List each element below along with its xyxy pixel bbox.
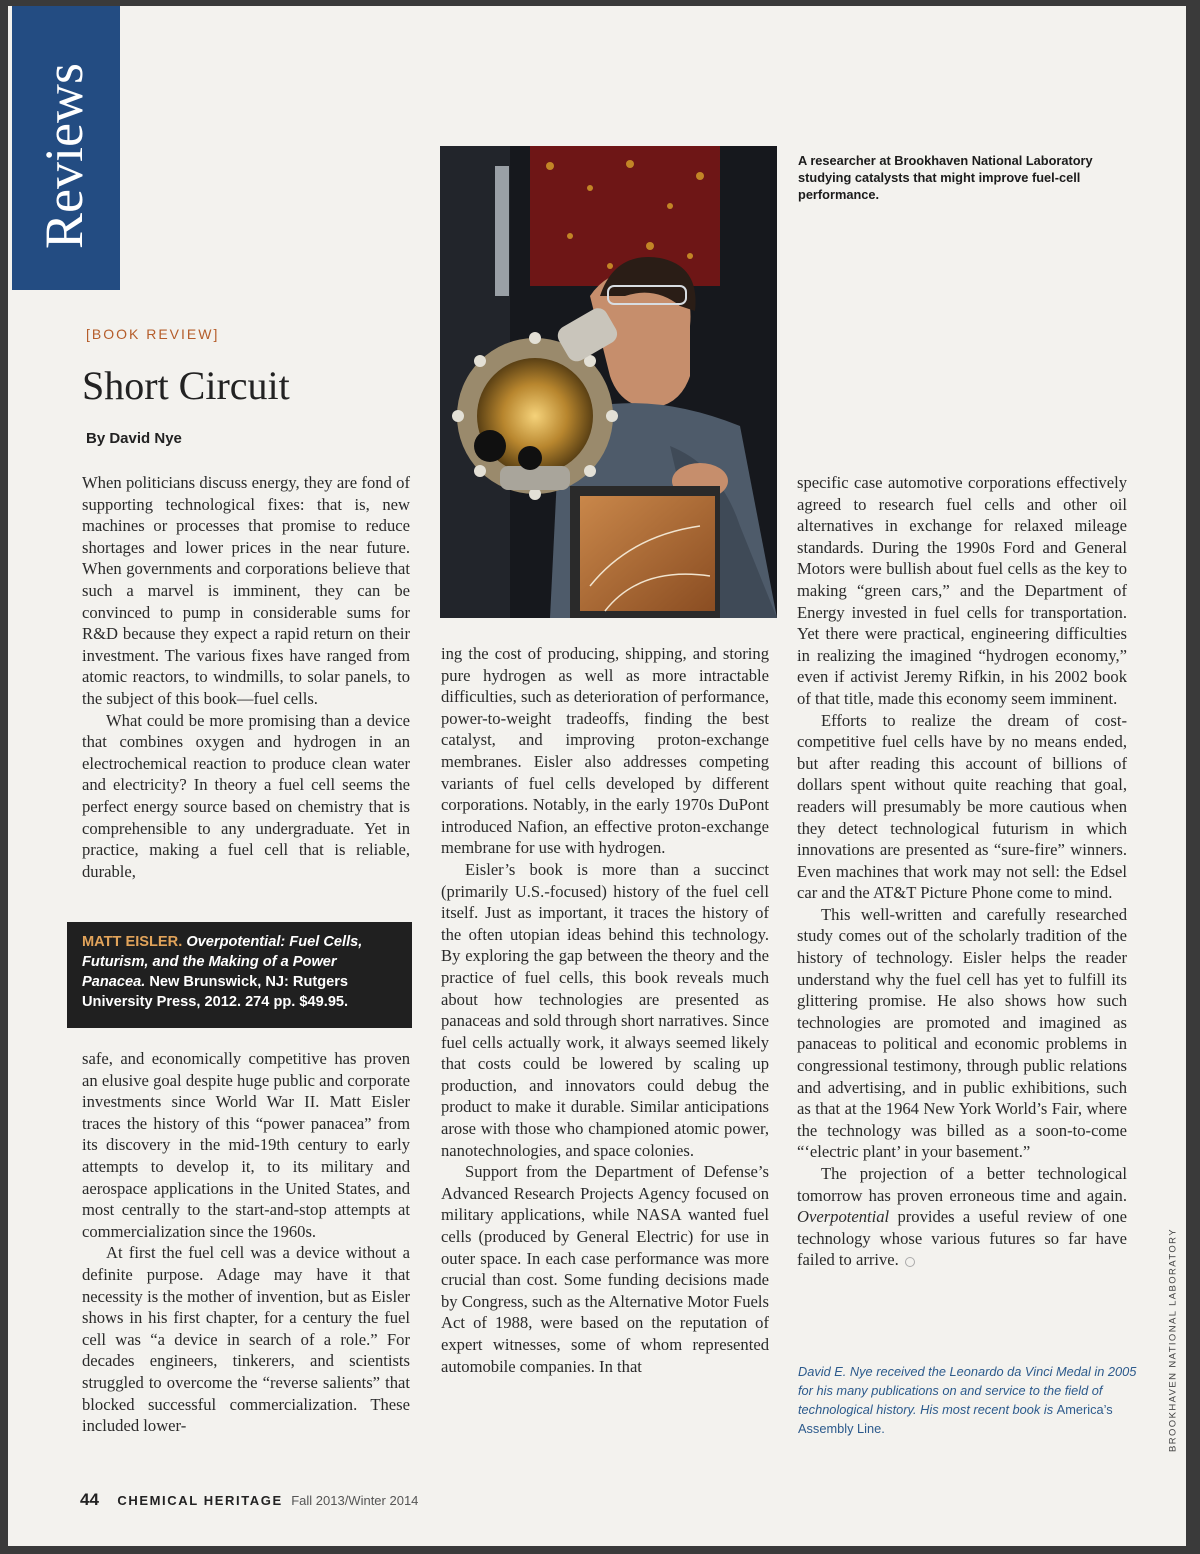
photo-credit-text: BROOKHAVEN NATIONAL LABORATORY [1167, 1228, 1179, 1452]
paragraph-final-book-title: Overpotential [797, 1207, 890, 1227]
book-title: Overpotential: Fuel Cells, Futurism, and the Making of a Power Panacea. [82, 934, 363, 990]
column-1-bottom [82, 1048, 410, 1437]
author-bio [798, 1362, 1138, 1438]
paragraph: This well-written and carefully researched study comes out of the scholarly tradition of the history of technology. Eisler helps the reader understand why the fuel cell has yet to fulfill its glittering promise. He also shows how such technologies are promoted and imagined as panaceas to political and economic problems in congressional testimony, through public relations and advertising, and in public exhibitions, such as that at the 1964 New York World’s Fair, where the technology was billed as a soon-to-come “‘electric plant’ in your basement.” [797, 904, 1127, 1162]
article-title: Short Circuit [82, 363, 290, 408]
paragraph: Eisler’s book is more than a succinct (primarily U.S.-focused) history of the fuel cell itself. Just as important, it traces the history of the often utopian ideas behind this technology. By exploring the gap between the theory and the practice of fuel cells, this book reveals much about how technologies are presented as panaceas and sold through short narratives. Since fuel cells actually work, it always seemed likely that costs could be lowered by scaling up production, and innovators could debug the product to make it durable. Similar anticipations arose with those who championed atomic power, nanotechnologies, and space colonies. [441, 859, 769, 1160]
paragraph: ing the cost of producing, shipping, and storing pure hydrogen as well as more intractable difficulties, such as deterioration of performance, power-to-weight tradeoffs, finding the best catalyst, and improving proton-exchange membranes. Eisler also addresses competing variants of fuel cells developed by different corporations. Notably, in the early 1970s DuPont introduced Nafion, an effective proton-exchange membrane for use with hydrogen. [441, 644, 769, 858]
author-bio-book: America’s Assembly Line. [798, 1402, 1113, 1436]
paragraph-final-end: provides a useful review of one technology whose various futures so far have failed to arrive. [797, 1207, 1127, 1270]
magazine-page [8, 6, 1186, 1546]
paragraph: At first the fuel cell was a device without a definite purpose. Adage may have it that necessity is the mother of invention, but as Eisler shows in his first chapter, for a century the fuel cell was “a device in search of a role.” For decades engineers, tinkerers, and scientists struggled to overcome the “reverse salients” that blocked successful commercialization. These included lower- [82, 1243, 410, 1436]
column-2 [441, 643, 769, 1377]
author-bio-text: David E. Nye received the Leonardo da Vinci Medal in 2005 for his many publications on and service to the field of technological history. His most recent book is [798, 1364, 1137, 1417]
photo-caption: A researcher at Brookhaven National Laboratory studying catalysts that might improve fuel-cell performance. [798, 153, 1093, 202]
issue-date: Fall 2013/Winter 2014 [291, 1493, 419, 1508]
paragraph: What could be more promising than a device that combines oxygen and hydrogen in an electrochemical reaction to produce clean water and electricity? In theory a fuel cell seems the perfect energy source based on chemistry that is comprehensible to any undergraduate. Yet in practice, making a fuel cell that is reliable, durable, [82, 710, 410, 881]
paragraph: specific case automotive corporations effectively agreed to research fuel cells and other oil alternatives in exchange for relaxed mileage standards. During the 1990s Ford and General Motors were bullish about fuel cells as the key to making “green cars,” and the Department of Energy invested in fuel cells for transportation. Yet there were practical, engineering difficulties in realizing the imagined “hydrogen economy,” even if activist Jeremy Rifkin, in his 2002 book of that title, made this economy seem imminent. [797, 473, 1127, 708]
researcher-photo [440, 146, 777, 618]
section-label-text: Reviews [34, 63, 94, 249]
paragraph-final [797, 1163, 1127, 1271]
column-3 [797, 472, 1127, 1271]
magazine-name: CHEMICAL HERITAGE [117, 1493, 283, 1508]
article-byline: By David Nye [86, 430, 182, 447]
page-number: 44 [80, 1490, 99, 1509]
paragraph: Efforts to realize the dream of cost-competitive fuel cells have by no means ended, but after reading this account of billions of dollars spent without quite reaching that goal, readers will presumably be more cautious when they detect technological futurism in which innovations are presented as “sure-fire” winners. Even machines that work may not sell: the Edsel car and the AT&T Picture Phone come to mind. [797, 710, 1127, 903]
researcher-photo-illustration [440, 146, 777, 618]
article-kicker: [BOOK REVIEW] [86, 326, 220, 342]
paragraph: safe, and economically competitive has proven an elusive goal despite huge public and corporate investments since World War II. Matt Eisler traces the history of this “power panacea” from its discovery in the mid-19th century to early attempts to develop it, to its military and aerospace applications in the United States, and most centrally to the start-and-stop attempts at commercialization since the 1960s. [82, 1049, 410, 1241]
book-author: MATT EISLER. [82, 934, 183, 950]
paragraph: Support from the Department of Defense’s Advanced Research Projects Agency focused on military applications, while NASA wanted fuel cells (produced by General Electric) for use in outer space. In each case performance was more crucial than cost. Some funding decisions made by Congress, such as the Alternative Motor Fuels Act of 1988, were based on the reputation of expert witnesses, some of whom represented automobile companies. In that [441, 1162, 769, 1376]
paragraph-final-start: The projection of a better technological tomorrow has proven erroneous time and again. [797, 1164, 1127, 1205]
book-publication: New Brunswick, NJ: Rutgers University Press, 2012. 274 pp. $49.95. [82, 974, 349, 1010]
end-mark-icon [905, 1257, 915, 1267]
page-footer [80, 1490, 418, 1510]
column-1-top [82, 472, 410, 882]
paragraph: When politicians discuss energy, they are fond of supporting technological fixes: that is, new machines or processes that promise to reduce shortages and lower prices in the near future. When governments and corporations believe that such a marvel is imminent, they can be convinced to pump in considerable sums for R&D because they expect a rapid return on their investment. The various fixes have ranged from atomic reactors, to windmills, to solar panels, to the subject of this book—fuel cells. [82, 473, 410, 708]
book-info-box [67, 922, 412, 1028]
